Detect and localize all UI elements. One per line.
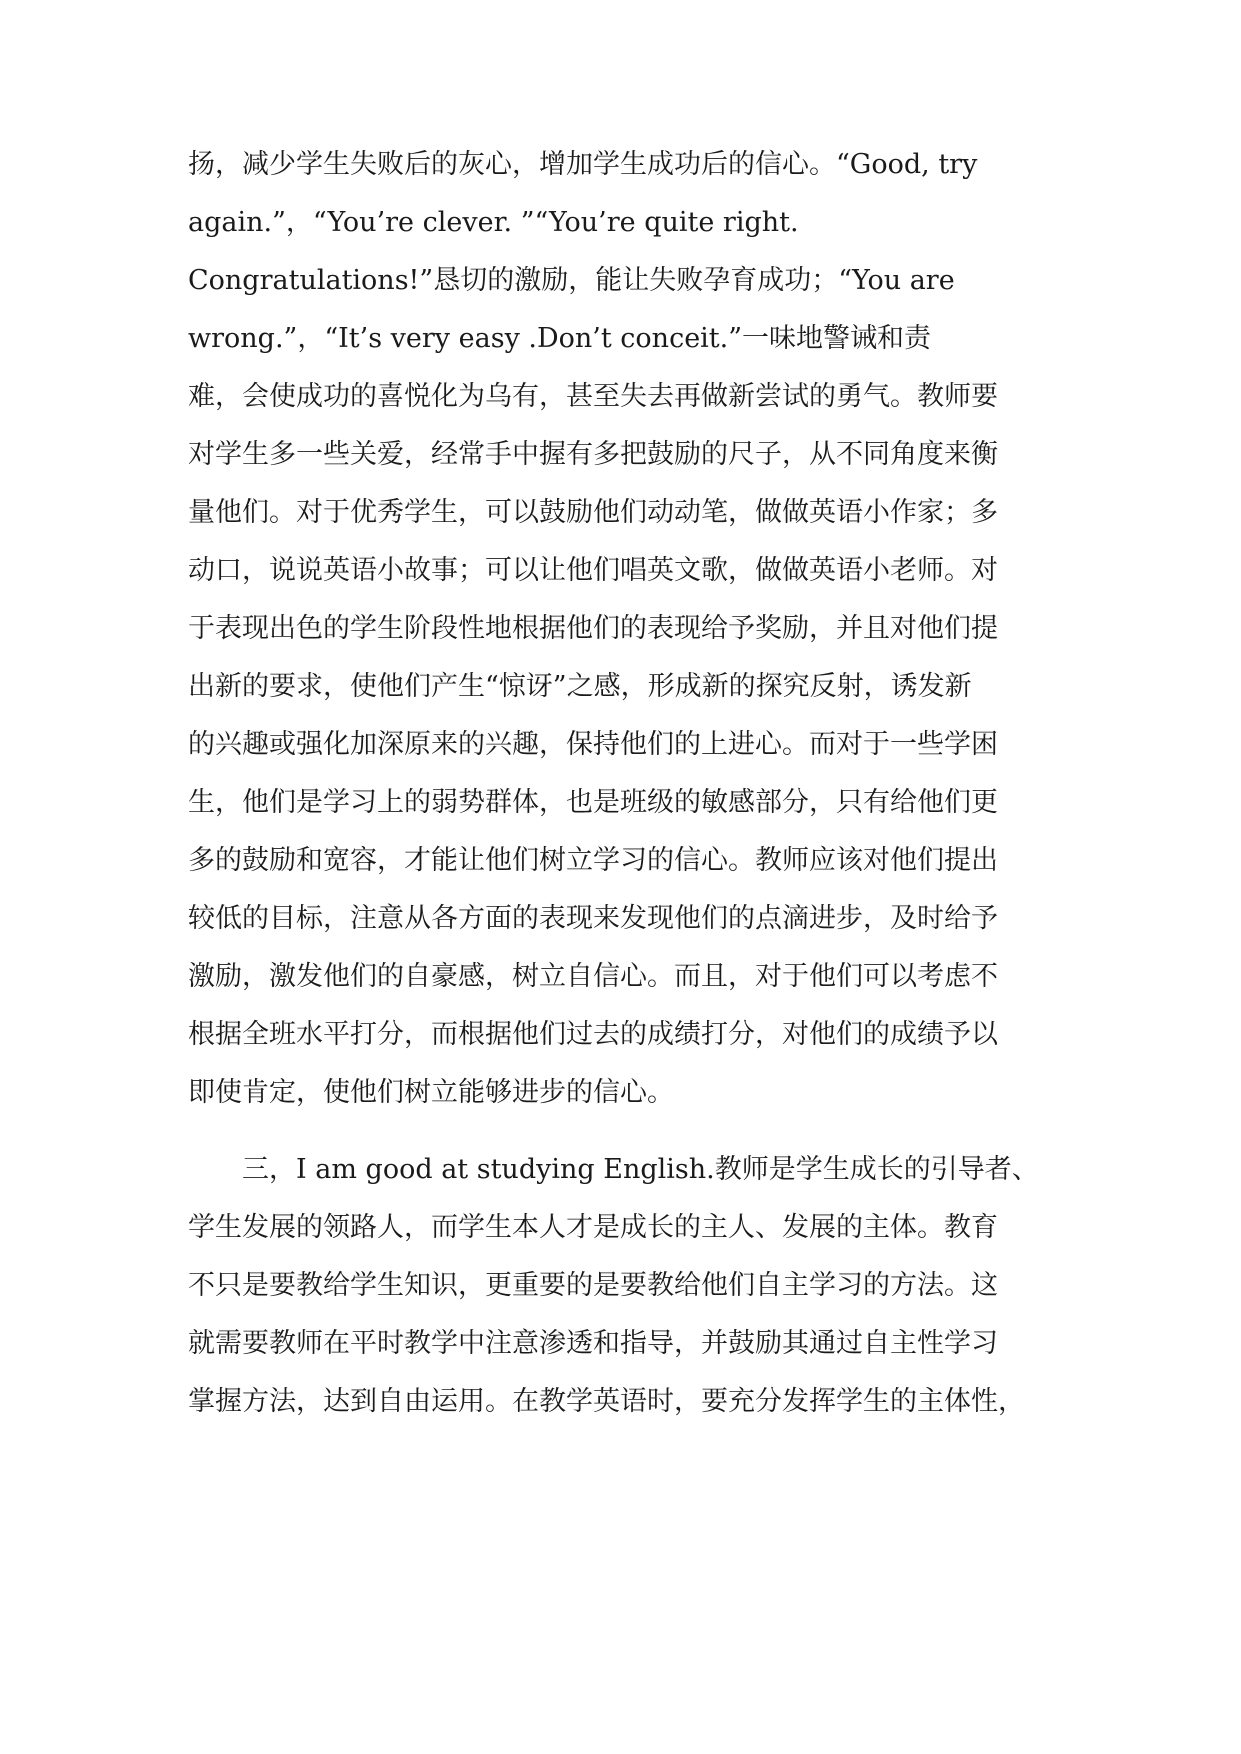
- text-line: 出新的要求，使他们产生“惊讶”之感，形成新的探究反射，诱发新: [188, 671, 972, 702]
- text-line: 于表现出色的学生阶段性地根据他们的表现给予奖励，并且对他们提: [188, 613, 998, 644]
- text-line: 学生发展的领路人，而学生本人才是成长的主人、发展的主体。教育: [188, 1212, 998, 1243]
- text-line: 较低的目标，注意从各方面的表现来发现他们的点滴进步，及时给予: [188, 903, 998, 934]
- text-line: 量他们。对于优秀学生，可以鼓励他们动动笔，做做英语小作家；多: [188, 497, 998, 528]
- text-line: 即使肯定，使他们树立能够进步的信心。: [188, 1077, 674, 1108]
- text-line: 不只是要教给学生知识，更重要的是要教给他们自主学习的方法。这: [188, 1270, 998, 1301]
- text-line: again.”，“You’re clever. ”“You’re quite right.: [188, 207, 799, 238]
- text-line: 三，I am good at studying English.教师是学生成长的引导者、: [242, 1154, 1039, 1185]
- text-line: 对学生多一些关爱，经常手中握有多把鼓励的尺子，从不同角度来衡: [188, 439, 998, 470]
- text-line: 的兴趣或强化加深原来的兴趣，保持他们的上进心。而对于一些学困: [188, 729, 998, 760]
- text-line: Congratulations!”恳切的激励，能让失败孕育成功；“You are: [188, 265, 955, 296]
- text-line: 激励，激发他们的自豪感，树立自信心。而且，对于他们可以考虑不: [188, 961, 998, 992]
- text-line: 多的鼓励和宽容，才能让他们树立学习的信心。教师应该对他们提出: [188, 845, 998, 876]
- text-line: 就需要教师在平时教学中注意渗透和指导，并鼓励其通过自主性学习: [188, 1328, 998, 1359]
- text-line: 生，他们是学习上的弱势群体，也是班级的敏感部分，只有给他们更: [188, 787, 998, 818]
- text-line: 掌握方法，达到自由运用。在教学英语时，要充分发挥学生的主体性，: [188, 1386, 1025, 1417]
- text-line: wrong.”，“It’s very easy .Don’t conceit.”一味地警诫和责: [188, 323, 932, 354]
- text-line: 根据全班水平打分，而根据他们过去的成绩打分，对他们的成绩予以: [188, 1019, 998, 1050]
- text-line: 动口，说说英语小故事；可以让他们唱英文歌，做做英语小老师。对: [188, 555, 998, 586]
- text-line: 难，会使成功的喜悦化为乌有，甚至失去再做新尝试的勇气。教师要: [188, 381, 998, 412]
- text-line: 扬，减少学生失败后的灰心，增加学生成功后的信心。“Good, try: [188, 149, 978, 180]
